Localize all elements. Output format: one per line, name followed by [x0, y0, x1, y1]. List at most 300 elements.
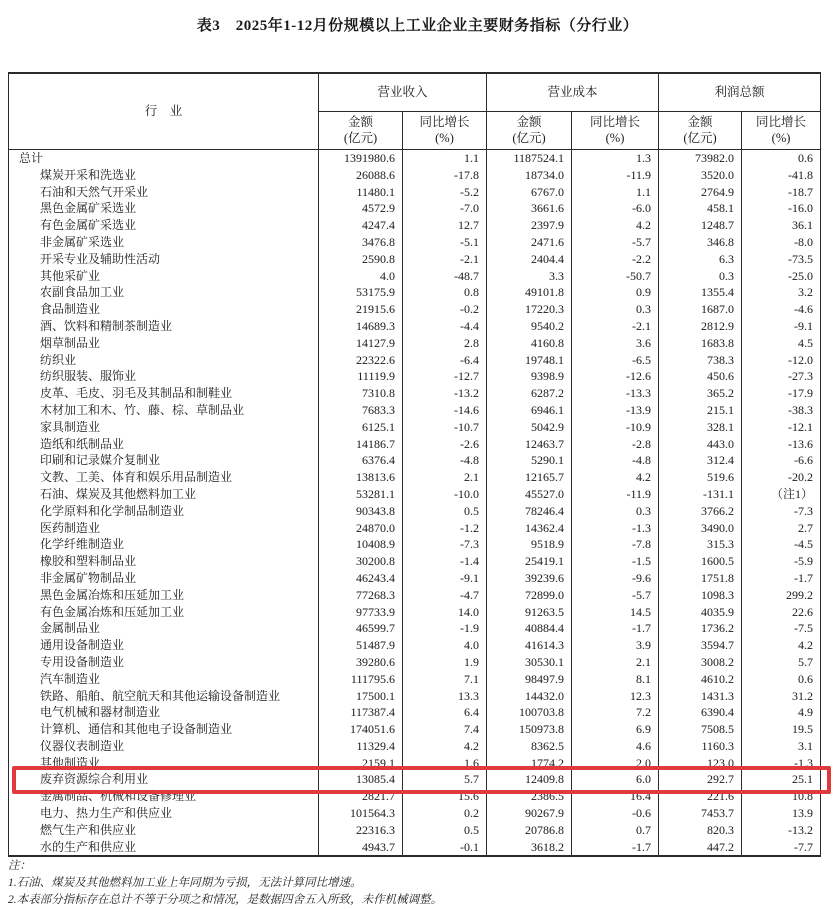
table-row	[9, 570, 821, 587]
revenue-growth-cell: -5.2	[403, 184, 487, 201]
table-row	[9, 486, 821, 503]
cost-cell: 5042.9	[487, 419, 572, 436]
cost-growth-cell: -11.9	[572, 486, 659, 503]
revenue-cell: 22322.6	[319, 352, 403, 369]
industry-cell: 酒、饮料和精制茶制造业	[9, 318, 319, 335]
revenue-cell: 4943.7	[319, 839, 403, 857]
revenue-cell: 4572.9	[319, 200, 403, 217]
profit-cell: 738.3	[659, 352, 742, 369]
revenue-cell: 117387.4	[319, 704, 403, 721]
profit-cell: 7508.5	[659, 721, 742, 738]
revenue-cell: 13813.6	[319, 469, 403, 486]
revenue-cell: 1391980.6	[319, 150, 403, 167]
revenue-cell: 11119.9	[319, 368, 403, 385]
table-row	[9, 738, 821, 755]
cost-cell: 1774.2	[487, 755, 572, 772]
table-row	[9, 368, 821, 385]
profit-cell: 1600.5	[659, 553, 742, 570]
profit-cell: 346.8	[659, 234, 742, 251]
revenue-cell: 39280.6	[319, 654, 403, 671]
industry-cell: 计算机、通信和其他电子设备制造业	[9, 721, 319, 738]
revenue-growth-cell: 4.2	[403, 738, 487, 755]
cost-growth-cell: 1.1	[572, 184, 659, 201]
revenue-cell: 6376.4	[319, 452, 403, 469]
revenue-cell: 14186.7	[319, 436, 403, 453]
industry-cell: 有色金属矿采选业	[9, 217, 319, 234]
cost-cell: 1187524.1	[487, 150, 572, 167]
profit-growth-cell: 31.2	[742, 688, 821, 705]
cost-cell: 100703.8	[487, 704, 572, 721]
revenue-growth-cell: 12.7	[403, 217, 487, 234]
revenue-cell: 14689.3	[319, 318, 403, 335]
revenue-growth-cell: -1.2	[403, 520, 487, 537]
revenue-cell: 24870.0	[319, 520, 403, 537]
profit-growth-cell: 4.5	[742, 335, 821, 352]
revenue-growth-cell: -0.2	[403, 301, 487, 318]
profit-growth-cell: -17.9	[742, 385, 821, 402]
revenue-growth-cell: 1.1	[403, 150, 487, 167]
revenue-growth-cell: 15.6	[403, 788, 487, 805]
cost-growth-cell: 0.3	[572, 503, 659, 520]
industry-cell: 医药制造业	[9, 520, 319, 537]
revenue-growth-cell: 1.6	[403, 755, 487, 772]
table-row	[9, 167, 821, 184]
profit-cell: 3490.0	[659, 520, 742, 537]
profit-growth-cell: 36.1	[742, 217, 821, 234]
industry-cell: 废弃资源综合利用业	[9, 771, 319, 788]
cost-growth-cell: 4.2	[572, 469, 659, 486]
cost-growth-cell: 3.6	[572, 335, 659, 352]
revenue-cell: 46599.7	[319, 620, 403, 637]
profit-cell: 215.1	[659, 402, 742, 419]
table-row	[9, 536, 821, 553]
profit-cell: 328.1	[659, 419, 742, 436]
cost-cell: 12463.7	[487, 436, 572, 453]
table-row	[9, 637, 821, 654]
table-header	[9, 73, 821, 150]
revenue-cell: 90343.8	[319, 503, 403, 520]
industry-cell: 电力、热力生产和供应业	[9, 805, 319, 822]
revenue-cell: 7310.8	[319, 385, 403, 402]
profit-growth-cell: 3.2	[742, 284, 821, 301]
subheader-line: 金额	[687, 114, 713, 129]
industry-cell: 造纸和纸制品业	[9, 436, 319, 453]
profit-growth-cell: -7.5	[742, 620, 821, 637]
profit-growth-cell: -1.3	[742, 755, 821, 772]
table-row	[9, 788, 821, 805]
profit-growth-cell: （注1）	[742, 486, 821, 503]
profit-cell: 3594.7	[659, 637, 742, 654]
revenue-growth-cell: 0.5	[403, 503, 487, 520]
revenue-cell: 2159.1	[319, 755, 403, 772]
profit-growth-cell: 10.8	[742, 788, 821, 805]
revenue-growth-cell: -48.7	[403, 268, 487, 285]
column-group-profit: 利润总额	[659, 73, 821, 112]
revenue-growth-cell: 7.4	[403, 721, 487, 738]
revenue-growth-cell: 0.2	[403, 805, 487, 822]
profit-growth-cell: -7.7	[742, 839, 821, 857]
profit-cell: 292.7	[659, 771, 742, 788]
subheader-revenue-growth	[403, 112, 487, 150]
revenue-growth-cell: 2.8	[403, 335, 487, 352]
profit-cell: 1355.4	[659, 284, 742, 301]
profit-cell: 820.3	[659, 822, 742, 839]
profit-growth-cell: -4.6	[742, 301, 821, 318]
profit-cell: 1736.2	[659, 620, 742, 637]
revenue-growth-cell: -14.6	[403, 402, 487, 419]
revenue-growth-cell: 13.3	[403, 688, 487, 705]
industry-cell: 电气机械和器材制造业	[9, 704, 319, 721]
profit-cell: 3766.2	[659, 503, 742, 520]
revenue-growth-cell: -10.0	[403, 486, 487, 503]
profit-growth-cell: -12.0	[742, 352, 821, 369]
cost-growth-cell: -5.7	[572, 234, 659, 251]
cost-growth-cell: -1.5	[572, 553, 659, 570]
table-row	[9, 520, 821, 537]
profit-growth-cell: -13.6	[742, 436, 821, 453]
cost-cell: 5290.1	[487, 452, 572, 469]
table-row	[9, 503, 821, 520]
industry-cell: 有色金属冶炼和压延加工业	[9, 604, 319, 621]
revenue-growth-cell: -1.9	[403, 620, 487, 637]
page-title: 表3 2025年1-12月份规模以上工业企业主要财务指标（分行业）	[196, 18, 639, 34]
cost-cell: 30530.1	[487, 654, 572, 671]
profit-cell: 315.3	[659, 536, 742, 553]
cost-growth-cell: -12.6	[572, 368, 659, 385]
cost-growth-cell: -1.7	[572, 620, 659, 637]
cost-cell: 90267.9	[487, 805, 572, 822]
subheader-line: 金额	[347, 114, 373, 129]
subheader-line: 同比增长	[419, 114, 470, 129]
profit-cell: 2764.9	[659, 184, 742, 201]
table-row	[9, 234, 821, 251]
industry-cell: 石油、煤炭及其他燃料加工业	[9, 486, 319, 503]
subheader-revenue-amount	[319, 112, 403, 150]
industry-cell: 仪器仪表制造业	[9, 738, 319, 755]
profit-growth-cell: -9.1	[742, 318, 821, 335]
table-row	[9, 150, 821, 167]
table-row	[9, 755, 821, 772]
industry-cell: 其他制造业	[9, 755, 319, 772]
revenue-growth-cell: 6.4	[403, 704, 487, 721]
table-row	[9, 217, 821, 234]
revenue-growth-cell: -7.0	[403, 200, 487, 217]
subheader-profit-growth	[742, 112, 821, 150]
profit-growth-cell: 25.1	[742, 771, 821, 788]
industry-cell: 通用设备制造业	[9, 637, 319, 654]
cost-growth-cell: -50.7	[572, 268, 659, 285]
cost-cell: 19748.1	[487, 352, 572, 369]
cost-growth-cell: 2.0	[572, 755, 659, 772]
subheader-line: 金额	[516, 114, 542, 129]
industry-cell: 皮革、毛皮、羽毛及其制品和制鞋业	[9, 385, 319, 402]
cost-cell: 6946.1	[487, 402, 572, 419]
cost-growth-cell: -10.9	[572, 419, 659, 436]
profit-growth-cell: -18.7	[742, 184, 821, 201]
profit-growth-cell: -5.9	[742, 553, 821, 570]
cost-cell: 4160.8	[487, 335, 572, 352]
cost-cell: 3618.2	[487, 839, 572, 857]
cost-cell: 3.3	[487, 268, 572, 285]
revenue-cell: 53281.1	[319, 486, 403, 503]
profit-cell: 4035.9	[659, 604, 742, 621]
table-row	[9, 200, 821, 217]
profit-cell: 443.0	[659, 436, 742, 453]
subheader-line: (亿元)	[512, 130, 546, 145]
cost-cell: 6287.2	[487, 385, 572, 402]
cost-cell: 41614.3	[487, 637, 572, 654]
table-row	[9, 805, 821, 822]
cost-cell: 2386.5	[487, 788, 572, 805]
table-row	[9, 301, 821, 318]
revenue-growth-cell: 1.9	[403, 654, 487, 671]
profit-cell: 1431.3	[659, 688, 742, 705]
profit-growth-cell: 13.9	[742, 805, 821, 822]
profit-cell: 519.6	[659, 469, 742, 486]
cost-cell: 39239.6	[487, 570, 572, 587]
revenue-cell: 11480.1	[319, 184, 403, 201]
profit-growth-cell: -13.2	[742, 822, 821, 839]
revenue-cell: 21915.6	[319, 301, 403, 318]
industry-cell: 开采专业及辅助性活动	[9, 251, 319, 268]
profit-cell: 73982.0	[659, 150, 742, 167]
profit-cell: 221.6	[659, 788, 742, 805]
revenue-cell: 22316.3	[319, 822, 403, 839]
profit-growth-cell: 5.7	[742, 654, 821, 671]
table-row	[9, 284, 821, 301]
cost-cell: 12165.7	[487, 469, 572, 486]
industry-cell: 黑色金属冶炼和压延加工业	[9, 587, 319, 604]
subheader-line: (%)	[771, 130, 791, 145]
revenue-growth-cell: 4.0	[403, 637, 487, 654]
table-row	[9, 469, 821, 486]
industry-cell: 纺织业	[9, 352, 319, 369]
table-row	[9, 587, 821, 604]
table-row	[9, 654, 821, 671]
revenue-cell: 111795.6	[319, 671, 403, 688]
cost-growth-cell: -9.6	[572, 570, 659, 587]
table-row	[9, 385, 821, 402]
cost-growth-cell: 0.3	[572, 301, 659, 318]
cost-cell: 14432.0	[487, 688, 572, 705]
profit-growth-cell: -16.0	[742, 200, 821, 217]
cost-cell: 18734.0	[487, 167, 572, 184]
industry-cell: 非金属矿采选业	[9, 234, 319, 251]
revenue-growth-cell: -2.6	[403, 436, 487, 453]
revenue-growth-cell: -4.8	[403, 452, 487, 469]
table-row	[9, 839, 821, 857]
profit-growth-cell: 299.2	[742, 587, 821, 604]
cost-cell: 25419.1	[487, 553, 572, 570]
table-row	[9, 184, 821, 201]
cost-growth-cell: -2.2	[572, 251, 659, 268]
revenue-growth-cell: -2.1	[403, 251, 487, 268]
cost-growth-cell: 4.6	[572, 738, 659, 755]
profit-cell: 0.3	[659, 268, 742, 285]
cost-growth-cell: 6.9	[572, 721, 659, 738]
table-row	[9, 402, 821, 419]
cost-growth-cell: 0.7	[572, 822, 659, 839]
cost-cell: 20786.8	[487, 822, 572, 839]
profit-growth-cell: 19.5	[742, 721, 821, 738]
profit-cell: 1160.3	[659, 738, 742, 755]
cost-growth-cell: -11.9	[572, 167, 659, 184]
revenue-cell: 4247.4	[319, 217, 403, 234]
profit-cell: 1687.0	[659, 301, 742, 318]
cost-cell: 2397.9	[487, 217, 572, 234]
subheader-cost-growth	[572, 112, 659, 150]
cost-growth-cell: 4.2	[572, 217, 659, 234]
profit-cell: 1683.8	[659, 335, 742, 352]
column-group-revenue: 营业收入	[319, 73, 487, 112]
subheader-line: 同比增长	[590, 114, 641, 129]
profit-cell: 1751.8	[659, 570, 742, 587]
profit-growth-cell: 22.6	[742, 604, 821, 621]
profit-growth-cell: -27.3	[742, 368, 821, 385]
subheader-line: (%)	[605, 130, 625, 145]
cost-growth-cell: -6.5	[572, 352, 659, 369]
revenue-cell: 101564.3	[319, 805, 403, 822]
profit-cell: 6.3	[659, 251, 742, 268]
table-row	[9, 352, 821, 369]
cost-growth-cell: 16.4	[572, 788, 659, 805]
table-row	[9, 688, 821, 705]
profit-growth-cell: -20.2	[742, 469, 821, 486]
profit-cell: 3008.2	[659, 654, 742, 671]
revenue-cell: 4.0	[319, 268, 403, 285]
revenue-cell: 174051.6	[319, 721, 403, 738]
revenue-growth-cell: -9.1	[403, 570, 487, 587]
revenue-growth-cell: -4.7	[403, 587, 487, 604]
profit-growth-cell: 0.6	[742, 671, 821, 688]
revenue-cell: 17500.1	[319, 688, 403, 705]
revenue-growth-cell: 7.1	[403, 671, 487, 688]
revenue-growth-cell: -0.1	[403, 839, 487, 857]
revenue-growth-cell: 5.7	[403, 771, 487, 788]
subheader-line: 同比增长	[756, 114, 807, 129]
profit-growth-cell: -8.0	[742, 234, 821, 251]
profit-cell: 7453.7	[659, 805, 742, 822]
industry-cell: 农副食品加工业	[9, 284, 319, 301]
revenue-growth-cell: -5.1	[403, 234, 487, 251]
industry-cell: 金属制品业	[9, 620, 319, 637]
table-row	[9, 335, 821, 352]
cost-cell: 2471.6	[487, 234, 572, 251]
revenue-growth-cell: 14.0	[403, 604, 487, 621]
industry-cell: 汽车制造业	[9, 671, 319, 688]
revenue-growth-cell: 2.1	[403, 469, 487, 486]
revenue-cell: 14127.9	[319, 335, 403, 352]
revenue-cell: 13085.4	[319, 771, 403, 788]
profit-growth-cell: 4.9	[742, 704, 821, 721]
cost-cell: 49101.8	[487, 284, 572, 301]
table-row	[9, 251, 821, 268]
revenue-cell: 2590.8	[319, 251, 403, 268]
profit-growth-cell: -25.0	[742, 268, 821, 285]
industry-cell: 金属制品、机械和设备修理业	[9, 788, 319, 805]
revenue-growth-cell: -1.4	[403, 553, 487, 570]
profit-growth-cell: -12.1	[742, 419, 821, 436]
industry-cell: 化学原料和化学制品制造业	[9, 503, 319, 520]
revenue-growth-cell: -17.8	[403, 167, 487, 184]
industry-cell: 黑色金属矿采选业	[9, 200, 319, 217]
profit-cell: 458.1	[659, 200, 742, 217]
revenue-growth-cell: 0.8	[403, 284, 487, 301]
footnote-label: 注：	[8, 860, 31, 872]
cost-growth-cell: 7.2	[572, 704, 659, 721]
profit-growth-cell: -73.5	[742, 251, 821, 268]
revenue-growth-cell: -6.4	[403, 352, 487, 369]
industry-cell: 家具制造业	[9, 419, 319, 436]
cost-cell: 9540.2	[487, 318, 572, 335]
industry-cell: 文教、工美、体育和娱乐用品制造业	[9, 469, 319, 486]
subheader-line: (亿元)	[343, 130, 378, 145]
table-row	[9, 771, 821, 788]
profit-growth-cell: 2.7	[742, 520, 821, 537]
cost-growth-cell: 12.3	[572, 688, 659, 705]
revenue-cell: 30200.8	[319, 553, 403, 570]
profit-growth-cell: -1.7	[742, 570, 821, 587]
revenue-growth-cell: -7.3	[403, 536, 487, 553]
cost-growth-cell: -13.9	[572, 402, 659, 419]
cost-cell: 12409.8	[487, 771, 572, 788]
cost-growth-cell: -0.6	[572, 805, 659, 822]
cost-growth-cell: 6.0	[572, 771, 659, 788]
revenue-cell: 46243.4	[319, 570, 403, 587]
revenue-growth-cell: -12.7	[403, 368, 487, 385]
industry-cell: 橡胶和塑料制品业	[9, 553, 319, 570]
profit-growth-cell: 0.6	[742, 150, 821, 167]
financial-indicators-table	[8, 72, 821, 857]
cost-growth-cell: 8.1	[572, 671, 659, 688]
cost-growth-cell: 2.1	[572, 654, 659, 671]
profit-growth-cell: -6.6	[742, 452, 821, 469]
table-body	[9, 150, 821, 857]
revenue-cell: 26088.6	[319, 167, 403, 184]
subheader-line: (亿元)	[683, 130, 717, 145]
profit-growth-cell: 4.2	[742, 637, 821, 654]
cost-cell: 9398.9	[487, 368, 572, 385]
profit-cell: 6390.4	[659, 704, 742, 721]
table-row	[9, 419, 821, 436]
industry-cell: 木材加工和木、竹、藤、棕、草制品业	[9, 402, 319, 419]
cost-cell: 8362.5	[487, 738, 572, 755]
cost-cell: 40884.4	[487, 620, 572, 637]
cost-growth-cell: -4.8	[572, 452, 659, 469]
table-row	[9, 268, 821, 285]
industry-cell: 烟草制品业	[9, 335, 319, 352]
cost-growth-cell: -7.8	[572, 536, 659, 553]
cost-cell: 98497.9	[487, 671, 572, 688]
cost-growth-cell: 3.9	[572, 637, 659, 654]
profit-growth-cell: 3.1	[742, 738, 821, 755]
profit-cell: 365.2	[659, 385, 742, 402]
cost-cell: 17220.3	[487, 301, 572, 318]
industry-cell: 纺织服装、服饰业	[9, 368, 319, 385]
revenue-cell: 2821.7	[319, 788, 403, 805]
revenue-cell: 97733.9	[319, 604, 403, 621]
column-header-industry: 行 业	[9, 73, 319, 150]
profit-cell: 312.4	[659, 452, 742, 469]
cost-cell: 3661.6	[487, 200, 572, 217]
profit-cell: 450.6	[659, 368, 742, 385]
table-row	[9, 553, 821, 570]
cost-growth-cell: -2.8	[572, 436, 659, 453]
profit-cell: 2812.9	[659, 318, 742, 335]
industry-cell: 专用设备制造业	[9, 654, 319, 671]
profit-growth-cell: -38.3	[742, 402, 821, 419]
footnote-1: 1.石油、煤炭及其他燃料加工业上年同期为亏损，无法计算同比增速。	[8, 877, 362, 889]
